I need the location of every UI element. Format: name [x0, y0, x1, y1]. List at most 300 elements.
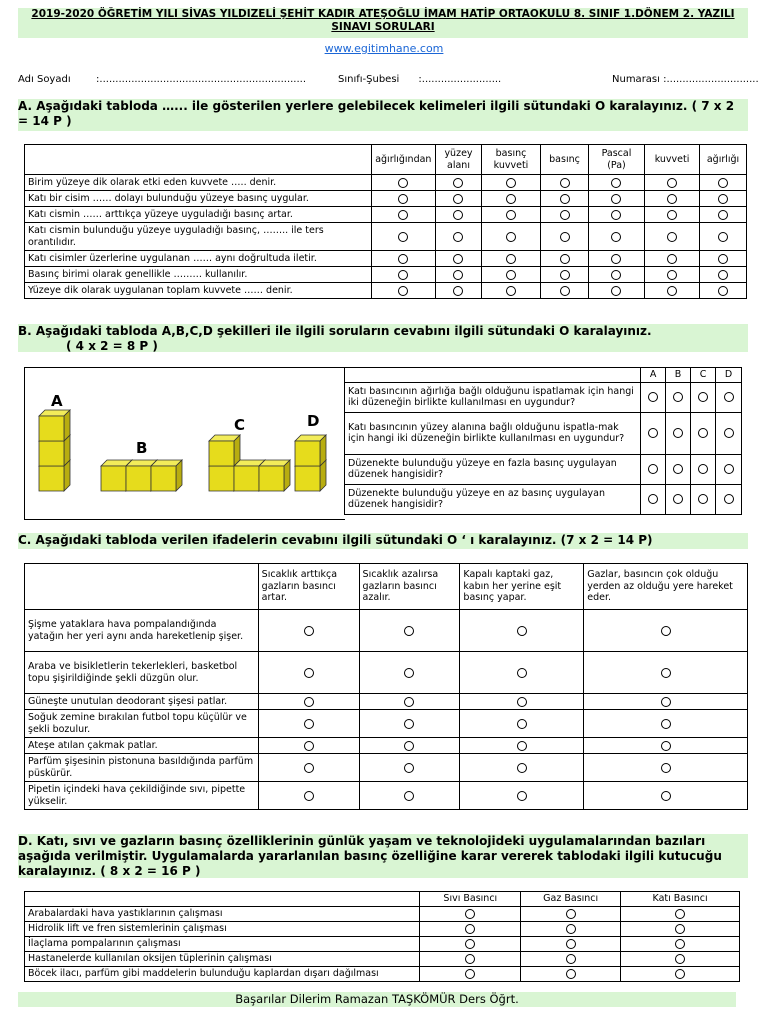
column-header: Katı Basıncı [621, 892, 740, 907]
cube [209, 435, 240, 466]
answer-cell [588, 191, 644, 207]
answer-bubble[interactable] [398, 254, 408, 264]
answer-bubble[interactable] [698, 428, 708, 438]
answer-cell [371, 251, 435, 267]
answer-cell [645, 175, 700, 191]
answer-bubble[interactable] [667, 210, 677, 220]
section-b-title-band [18, 324, 748, 352]
answer-bubble[interactable] [465, 924, 475, 934]
answer-bubble[interactable] [673, 428, 683, 438]
answer-cell [541, 207, 589, 223]
answer-cell [420, 936, 521, 951]
answer-cell [666, 412, 691, 454]
answer-bubble[interactable] [724, 392, 734, 402]
answer-bubble[interactable] [718, 178, 728, 188]
answer-cell [621, 966, 740, 981]
answer-cell [666, 454, 691, 484]
answer-cell [588, 267, 644, 283]
answer-cell [621, 921, 740, 936]
section-d-title: D. Katı, sıvı ve gazların basınç özelliklerinin günlük yaşam ve teknolojideki uygulamalarından bazıları aşağıda verilmiştir. Uygulamalarda yararlanılan basınç özelliğine karar vererek tablodaki ilgili kutucuğu karalayınız. ( 8 x 2 = 16 P ) [18, 834, 748, 878]
question-row [345, 412, 742, 454]
answer-cell [645, 207, 700, 223]
column-header: A [641, 368, 666, 383]
answer-bubble[interactable] [453, 178, 463, 188]
answer-cell [258, 782, 359, 810]
answer-bubble[interactable] [611, 232, 621, 242]
section-c-title: C. Aşağıdaki tabloda verilen ifadelerin cevabını ilgili sütundaki O ‘ ı karalayınız. (7 x 2 = 14 P) [18, 533, 748, 549]
answer-bubble[interactable] [718, 210, 728, 220]
answer-cell [371, 267, 435, 283]
answer-cell [481, 267, 540, 283]
answer-bubble[interactable] [648, 464, 658, 474]
setup-label: A [51, 392, 63, 410]
column-header: Pascal (Pa) [588, 145, 644, 175]
question-text: Birim yüzeye dik olarak etki eden kuvvete ….. denir. [25, 175, 372, 191]
answer-cell [371, 223, 435, 251]
question-row [25, 966, 740, 981]
answer-bubble[interactable] [304, 763, 314, 773]
question-row [25, 906, 740, 921]
section-b-table [344, 367, 742, 515]
answer-cell [460, 652, 584, 694]
question-text: Arabalardaki hava yastıklarının çalışması [25, 906, 420, 921]
setup-label: D [307, 412, 320, 430]
answer-cell [700, 251, 747, 267]
section-d-table [24, 891, 740, 982]
answer-cell [621, 951, 740, 966]
answer-bubble[interactable] [566, 924, 576, 934]
answer-bubble[interactable] [517, 763, 527, 773]
answer-cell [541, 191, 589, 207]
question-row [25, 610, 748, 652]
answer-cell [460, 710, 584, 738]
column-header: yüzey alanı [436, 145, 482, 175]
answer-bubble[interactable] [517, 719, 527, 729]
answer-cell [645, 283, 700, 299]
answer-cell [588, 223, 644, 251]
question-text: Hastanelerde kullanılan oksijen tüplerinin çalışması [25, 951, 420, 966]
answer-bubble[interactable] [560, 232, 570, 242]
answer-cell [716, 382, 742, 412]
answer-cell [481, 223, 540, 251]
column-header: Sıcaklık arttıkça gazların basıncı artar. [258, 564, 359, 610]
question-row [25, 223, 747, 251]
answer-cell [436, 191, 482, 207]
answer-cell [666, 382, 691, 412]
answer-bubble[interactable] [566, 939, 576, 949]
question-row [25, 694, 748, 710]
answer-bubble[interactable] [453, 232, 463, 242]
answer-bubble[interactable] [648, 428, 658, 438]
answer-bubble[interactable] [404, 626, 414, 636]
answer-cell [436, 223, 482, 251]
answer-bubble[interactable] [304, 741, 314, 751]
answer-cell [691, 454, 716, 484]
answer-cell [359, 694, 460, 710]
question-row [25, 754, 748, 782]
answer-cell [359, 782, 460, 810]
question-text: Böcek ilacı, parfüm gibi maddelerin bulunduğu kaplardan dışarı dağılması [25, 966, 420, 981]
question-text: Katı cismin bulunduğu yüzeye uyguladığı basınç, …….. ile ters orantılıdır. [25, 223, 372, 251]
answer-bubble[interactable] [560, 270, 570, 280]
cube [259, 460, 290, 491]
answer-bubble[interactable] [465, 909, 475, 919]
answer-bubble[interactable] [453, 286, 463, 296]
section-b-title: B. Aşağıdaki tabloda A,B,C,D şekilleri ile ilgili soruların cevabını ilgili sütundaki O karalayınız. [18, 324, 652, 338]
answer-cell [420, 951, 521, 966]
answer-bubble[interactable] [506, 178, 516, 188]
question-text: Ateşe atılan çakmak patlar. [25, 738, 259, 754]
answer-bubble[interactable] [661, 697, 671, 707]
answer-bubble[interactable] [661, 741, 671, 751]
column-header: ağırlığından [371, 145, 435, 175]
answer-bubble[interactable] [648, 494, 658, 504]
column-header: D [716, 368, 742, 383]
answer-bubble[interactable] [304, 791, 314, 801]
answer-bubble[interactable] [517, 626, 527, 636]
answer-cell [481, 251, 540, 267]
answer-bubble[interactable] [506, 194, 516, 204]
answer-bubble[interactable] [661, 668, 671, 678]
answer-bubble[interactable] [667, 194, 677, 204]
website-link[interactable]: www.egitimhane.com [324, 42, 444, 55]
answer-cell [371, 207, 435, 223]
cube [295, 435, 326, 466]
answer-bubble[interactable] [465, 969, 475, 979]
answer-cell [700, 223, 747, 251]
answer-cell [436, 175, 482, 191]
question-row [25, 652, 748, 694]
answer-cell [584, 754, 748, 782]
pressure-setups-figure [24, 367, 345, 520]
question-row [25, 267, 747, 283]
answer-bubble[interactable] [404, 697, 414, 707]
answer-bubble[interactable] [673, 392, 683, 402]
question-row [25, 951, 740, 966]
question-row [345, 454, 742, 484]
answer-bubble[interactable] [718, 232, 728, 242]
answer-bubble[interactable] [611, 254, 621, 264]
question-text: Şişme yataklara hava pompalandığında yatağın her yeri aynı anda hareketlenip şişer. [25, 610, 259, 652]
section-a-corner [25, 145, 372, 175]
answer-bubble[interactable] [404, 668, 414, 678]
answer-bubble[interactable] [398, 270, 408, 280]
answer-cell [420, 906, 521, 921]
answer-cell [588, 175, 644, 191]
column-header: kuvveti [645, 145, 700, 175]
column-header: basınç kuvveti [481, 145, 540, 175]
section-a-title: A. Aşağıdaki tabloda …... ile gösterilen yerlere gelebilecek kelimeleri ilgili sütundaki O karalayınız. ( 7 x 2 = 14 P ) [18, 99, 748, 131]
answer-bubble[interactable] [667, 254, 677, 264]
answer-cell [641, 484, 666, 514]
answer-bubble[interactable] [304, 719, 314, 729]
answer-bubble[interactable] [661, 626, 671, 636]
answer-cell [541, 251, 589, 267]
answer-bubble[interactable] [566, 954, 576, 964]
section-c-corner [25, 564, 259, 610]
question-row [25, 921, 740, 936]
answer-bubble[interactable] [667, 270, 677, 280]
answer-bubble[interactable] [718, 194, 728, 204]
question-row [25, 251, 747, 267]
answer-bubble[interactable] [667, 178, 677, 188]
answer-bubble[interactable] [724, 494, 734, 504]
answer-cell [541, 267, 589, 283]
question-text: İlaçlama pompalarının çalışması [25, 936, 420, 951]
answer-bubble[interactable] [398, 210, 408, 220]
answer-bubble[interactable] [675, 954, 685, 964]
answer-bubble[interactable] [675, 969, 685, 979]
answer-cell [359, 652, 460, 694]
column-header: ağırlığı [700, 145, 747, 175]
answer-cell [691, 412, 716, 454]
answer-bubble[interactable] [648, 392, 658, 402]
column-header: C [691, 368, 716, 383]
question-text: Pipetin içindeki hava çekildiğinde sıvı, pipette yükselir. [25, 782, 259, 810]
answer-cell [700, 267, 747, 283]
answer-cell [645, 267, 700, 283]
section-b-corner [345, 368, 641, 383]
answer-cell [521, 936, 621, 951]
answer-bubble[interactable] [566, 909, 576, 919]
column-header: Gazlar, basıncın çok olduğu yerden az olduğu yere hareket eder. [584, 564, 748, 610]
column-header: B [666, 368, 691, 383]
answer-cell [420, 966, 521, 981]
answer-bubble[interactable] [560, 286, 570, 296]
answer-bubble[interactable] [560, 194, 570, 204]
question-text: Katı basıncının ağırlığa bağlı olduğunu ispatlamak için hangi iki düzeneğin birlikte kullanılması en uygundur? [345, 382, 641, 412]
answer-cell [621, 906, 740, 921]
answer-cell [584, 710, 748, 738]
answer-bubble[interactable] [611, 194, 621, 204]
answer-bubble[interactable] [506, 286, 516, 296]
answer-cell [460, 782, 584, 810]
question-text: Basınç birimi olarak genellikle ……… kullanılır. [25, 267, 372, 283]
answer-bubble[interactable] [718, 270, 728, 280]
question-row [25, 782, 748, 810]
answer-cell [460, 694, 584, 710]
column-header: Gaz Basıncı [521, 892, 621, 907]
answer-bubble[interactable] [611, 286, 621, 296]
answer-cell [645, 223, 700, 251]
footer-signature: Başarılar Dilerim Ramazan TAŞKÖMÜR Ders Öğrt. [18, 992, 736, 1007]
answer-bubble[interactable] [560, 254, 570, 264]
answer-cell [641, 412, 666, 454]
answer-bubble[interactable] [698, 494, 708, 504]
answer-bubble[interactable] [611, 210, 621, 220]
question-row [25, 191, 747, 207]
answer-cell [588, 207, 644, 223]
setup-label: B [136, 439, 148, 457]
answer-cell [641, 382, 666, 412]
answer-cell [258, 738, 359, 754]
answer-bubble[interactable] [404, 741, 414, 751]
answer-bubble[interactable] [453, 254, 463, 264]
answer-cell [716, 412, 742, 454]
answer-bubble[interactable] [398, 194, 408, 204]
answer-cell [584, 610, 748, 652]
answer-bubble[interactable] [675, 909, 685, 919]
answer-cell [541, 223, 589, 251]
answer-cell [521, 906, 621, 921]
answer-cell [584, 738, 748, 754]
answer-cell [641, 454, 666, 484]
answer-bubble[interactable] [304, 697, 314, 707]
column-header: Kapalı kaptaki gaz, kabın her yerine eşit basınç yapar. [460, 564, 584, 610]
question-text: Düzenekte bulunduğu yüzeye en fazla basınç uygulayan düzenek hangisidir? [345, 454, 641, 484]
answer-bubble[interactable] [661, 719, 671, 729]
question-row [345, 484, 742, 514]
question-text: Parfüm şişesinin pistonuna basıldığında parfüm püskürür. [25, 754, 259, 782]
answer-cell [359, 754, 460, 782]
answer-cell [371, 191, 435, 207]
column-header: Sıvı Basıncı [420, 892, 521, 907]
answer-bubble[interactable] [675, 939, 685, 949]
answer-cell [691, 382, 716, 412]
answer-bubble[interactable] [465, 939, 475, 949]
question-text: Katı bir cisim …… dolayı bulunduğu yüzeye basınç uygular. [25, 191, 372, 207]
answer-cell [716, 484, 742, 514]
answer-bubble[interactable] [453, 270, 463, 280]
answer-bubble[interactable] [667, 232, 677, 242]
answer-bubble[interactable] [404, 791, 414, 801]
question-text: Hidrolik lift ve fren sistemlerinin çalışması [25, 921, 420, 936]
answer-bubble[interactable] [698, 464, 708, 474]
answer-cell [436, 251, 482, 267]
answer-bubble[interactable] [718, 286, 728, 296]
answer-bubble[interactable] [398, 286, 408, 296]
answer-cell [420, 921, 521, 936]
question-text: Düzenekte bulunduğu yüzeye en az basınç uygulayan düzenek hangisidir? [345, 484, 641, 514]
answer-bubble[interactable] [506, 210, 516, 220]
answer-bubble[interactable] [517, 741, 527, 751]
answer-cell [436, 267, 482, 283]
answer-bubble[interactable] [560, 178, 570, 188]
answer-cell [359, 610, 460, 652]
answer-cell [588, 283, 644, 299]
answer-cell [584, 652, 748, 694]
answer-bubble[interactable] [506, 232, 516, 242]
answer-cell [700, 175, 747, 191]
answer-bubble[interactable] [404, 763, 414, 773]
answer-cell [691, 484, 716, 514]
answer-bubble[interactable] [698, 392, 708, 402]
student-number-field[interactable]: Numarası :............................. [612, 74, 759, 85]
answer-bubble[interactable] [611, 178, 621, 188]
answer-bubble[interactable] [661, 763, 671, 773]
answer-bubble[interactable] [453, 194, 463, 204]
answer-cell [645, 251, 700, 267]
question-text: Katı cisimler üzerlerine uygulanan …… aynı doğrultuda iletir. [25, 251, 372, 267]
answer-cell [700, 283, 747, 299]
question-row [25, 738, 748, 754]
question-text: Yüzeye dik olarak uygulanan toplam kuvvete …… denir. [25, 283, 372, 299]
answer-cell [521, 951, 621, 966]
answer-cell [666, 484, 691, 514]
answer-cell [460, 738, 584, 754]
answer-bubble[interactable] [673, 494, 683, 504]
answer-bubble[interactable] [506, 270, 516, 280]
answer-bubble[interactable] [304, 626, 314, 636]
answer-cell [481, 175, 540, 191]
answer-cell [621, 936, 740, 951]
answer-bubble[interactable] [465, 954, 475, 964]
answer-bubble[interactable] [398, 178, 408, 188]
answer-cell [460, 610, 584, 652]
answer-cell [588, 251, 644, 267]
answer-cell [584, 782, 748, 810]
question-text: Katı cismin …… arttıkça yüzeye uyguladığı basınç artar. [25, 207, 372, 223]
answer-bubble[interactable] [673, 464, 683, 474]
answer-bubble[interactable] [404, 719, 414, 729]
answer-cell [258, 652, 359, 694]
answer-cell [258, 610, 359, 652]
answer-cell [436, 283, 482, 299]
answer-bubble[interactable] [718, 254, 728, 264]
answer-cell [481, 283, 540, 299]
answer-bubble[interactable] [517, 697, 527, 707]
cube [39, 410, 70, 441]
answer-bubble[interactable] [611, 270, 621, 280]
answer-cell [436, 207, 482, 223]
question-row [25, 207, 747, 223]
section-d-corner [25, 892, 420, 907]
answer-bubble[interactable] [398, 232, 408, 242]
answer-bubble[interactable] [724, 428, 734, 438]
answer-cell [460, 754, 584, 782]
student-name-field[interactable]: Adı Soyadı :................................................................. [18, 74, 307, 85]
answer-cell [521, 966, 621, 981]
setup-label: C [234, 416, 246, 434]
question-row [345, 382, 742, 412]
answer-bubble[interactable] [517, 791, 527, 801]
cube [151, 460, 182, 491]
answer-bubble[interactable] [661, 791, 671, 801]
answer-cell [541, 283, 589, 299]
class-section-field[interactable]: Sınıfı-Şubesi :......................... [338, 74, 502, 85]
question-row [25, 283, 747, 299]
question-row [25, 936, 740, 951]
answer-bubble[interactable] [667, 286, 677, 296]
answer-bubble[interactable] [724, 464, 734, 474]
question-row [25, 710, 748, 738]
question-text: Güneşte unutulan deodorant şişesi patlar. [25, 694, 259, 710]
answer-cell [359, 710, 460, 738]
section-c-table [24, 563, 748, 810]
question-text: Katı basıncının yüzey alanına bağlı olduğunu ispatla-mak için hangi iki düzeneğin birlikte kullanılması en uygundur? [345, 412, 641, 454]
answer-cell [521, 921, 621, 936]
answer-bubble[interactable] [675, 924, 685, 934]
answer-cell [700, 191, 747, 207]
answer-cell [700, 207, 747, 223]
cube-stacks-drawing [25, 368, 345, 519]
answer-bubble[interactable] [304, 668, 314, 678]
answer-cell [481, 207, 540, 223]
answer-cell [481, 191, 540, 207]
section-a-table [24, 144, 747, 299]
question-text: Soğuk zemine bırakılan futbol topu küçülür ve şekli bozulur. [25, 710, 259, 738]
column-header: basınç [541, 145, 589, 175]
answer-bubble[interactable] [517, 668, 527, 678]
question-row [25, 175, 747, 191]
answer-cell [541, 175, 589, 191]
answer-cell [258, 710, 359, 738]
answer-bubble[interactable] [506, 254, 516, 264]
answer-cell [258, 754, 359, 782]
answer-bubble[interactable] [566, 969, 576, 979]
answer-bubble[interactable] [453, 210, 463, 220]
answer-bubble[interactable] [560, 210, 570, 220]
